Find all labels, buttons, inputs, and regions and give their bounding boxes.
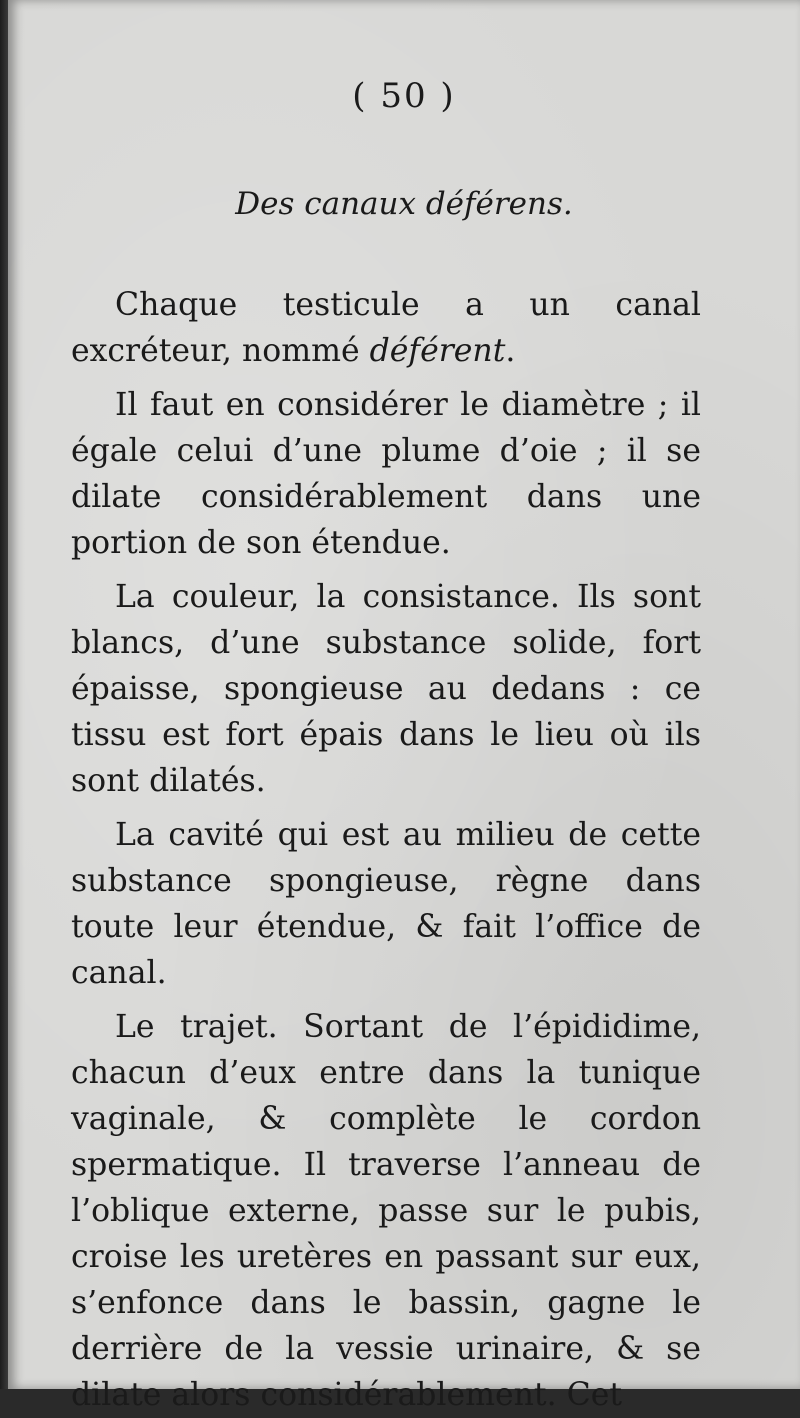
paragraph [71, 282, 701, 374]
paragraph [71, 1004, 701, 1418]
paragraph [71, 574, 701, 804]
paragraph [71, 812, 701, 996]
paragraph-text: La couleur, la consistance. Ils sont blancs, d’une substance solide, fort épaisse, spongieuse au dedans : ce tissu est fort épais dans le lieu où ils sont dilatés. [71, 579, 701, 799]
paragraph-text: Chaque testicule a un canal excréteur, nommé [71, 287, 701, 369]
paragraph-text: Le trajet. Sortant de l’épididime, chacun d’eux entre dans la tunique vaginale, & complète le cordon spermatique. Il traverse l’anneau de l’oblique externe, passe sur le pubis, croise les uretères en passant sur eux, s’enfonce dans le bassin, gagne le derrière de la vessie urinaire, & se dilate alors considérablement. Cet [71, 1009, 701, 1413]
book-gutter-shadow [0, 0, 8, 1389]
italic-term: déférent [369, 333, 506, 369]
paragraph-text: Il faut en considérer le diamètre ; il égale celui d’une plume d’oie ; il se dilate considérablement dans une portion de son étendue. [71, 387, 701, 561]
paragraph-text: La cavité qui est au milieu de cette substance spongieuse, règne dans toute leur étendue, & fait l’office de canal. [71, 817, 701, 991]
body-text [71, 282, 701, 1418]
book-page [8, 0, 800, 1413]
paragraph [71, 382, 701, 566]
page-number: ( 50 ) [352, 76, 456, 116]
paragraph-end: . [505, 333, 516, 369]
section-heading: Des canaux déférens. [235, 186, 573, 222]
